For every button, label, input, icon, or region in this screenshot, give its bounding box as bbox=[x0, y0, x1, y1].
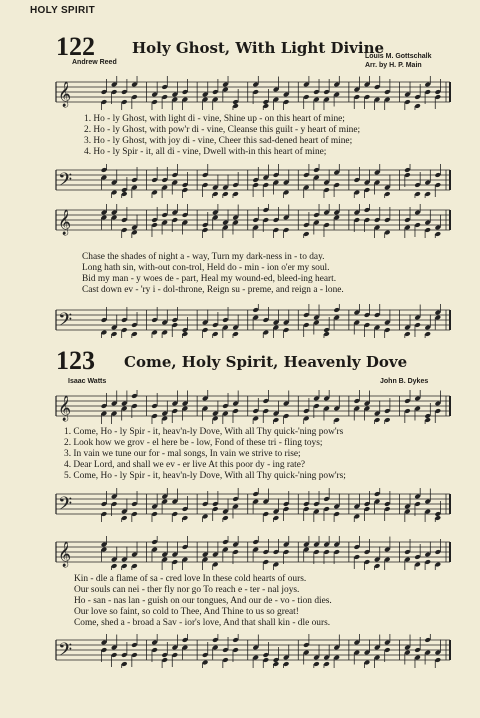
verse-line: Ho - san - nas lan - guish on our tongues, And our de - vo - tion dies. bbox=[74, 596, 332, 606]
treble-staff bbox=[0, 536, 480, 567]
verse-line: Kin - dle a flame of sa - cred love In these cold hearts of ours. bbox=[74, 574, 307, 584]
verse-line: 3. In vain we tune our for - mal songs, In vain we strive to rise; bbox=[64, 449, 301, 459]
svg-text:𝄢: 𝄢 bbox=[58, 170, 73, 195]
svg-text:𝄞: 𝄞 bbox=[58, 542, 72, 567]
svg-text:𝄢: 𝄢 bbox=[58, 310, 73, 335]
verse-line: Our souls can nei - ther fly nor go To reach e - ter - nal joys. bbox=[74, 585, 300, 595]
verse-line: 1. Ho - ly Ghost, with light di - vine, Shine up - on this heart of mine; bbox=[84, 114, 345, 124]
notes bbox=[101, 390, 441, 424]
author-122: Andrew Reed bbox=[72, 59, 117, 66]
verse-line: Chase the shades of night a - way, Turn my dark-ness in - to day. bbox=[82, 252, 325, 262]
hymn-title-122: Holy Ghost, With Light Divine bbox=[132, 39, 385, 57]
notes bbox=[101, 304, 441, 338]
bass-staff bbox=[0, 304, 480, 335]
hymn-number-122: 122 bbox=[56, 32, 95, 61]
composer-123: John B. Dykes bbox=[380, 378, 429, 385]
verse-line: 2. Ho - ly Ghost, with pow'r di - vine, Cleanse this guilt - y heart of mine; bbox=[84, 125, 361, 135]
bass-staff bbox=[0, 488, 480, 519]
verse-line: 5. Come, Ho - ly Spir - it, heav'n-ly Dove, With all Thy quick-'ning pow'rs; bbox=[64, 471, 346, 481]
verse-line: Cast down ev - 'ry i - dol-throne, Reign su - preme, and reign a - lone. bbox=[82, 285, 344, 295]
section-heading: HOLY SPIRIT bbox=[30, 5, 95, 16]
staff-lines bbox=[56, 640, 450, 660]
svg-text:𝄞: 𝄞 bbox=[58, 396, 72, 421]
svg-text:𝄞: 𝄞 bbox=[58, 210, 72, 235]
svg-text:𝄢: 𝄢 bbox=[58, 494, 73, 519]
notes bbox=[101, 536, 441, 570]
treble-staff bbox=[0, 204, 480, 235]
verse-line: 1. Come, Ho - ly Spir - it, heav'n-ly Dove, With all Thy quick-'ning pow'rs bbox=[64, 427, 344, 437]
svg-text:𝄢: 𝄢 bbox=[58, 640, 73, 665]
arranger-122: Arr. by H. P. Main bbox=[365, 62, 422, 69]
composer-122: Louis M. Gottschalk bbox=[365, 53, 432, 60]
hymn-number-123: 123 bbox=[56, 346, 95, 375]
treble-staff bbox=[0, 390, 480, 421]
bass-staff bbox=[0, 164, 480, 195]
author-123: Isaac Watts bbox=[68, 378, 107, 385]
verse-line: Come, shed a - broad a Sav - ior's love, And that shall kin - dle ours. bbox=[74, 618, 331, 628]
verse-line: 4. Ho - ly Spir - it, all di - vine, Dwell with-in this heart of mine; bbox=[84, 147, 327, 157]
svg-text:𝄞: 𝄞 bbox=[58, 82, 72, 107]
verse-line: 2. Look how we grov - el here be - low, Fond of these tri - fling toys; bbox=[64, 438, 323, 448]
notes bbox=[101, 488, 441, 522]
verse-line: Long hath sin, with-out con-trol, Held do - min - ion o'er my soul. bbox=[82, 263, 330, 273]
notes bbox=[101, 76, 441, 110]
verse-line: 4. Dear Lord, and shall we ev - er live At this poor dy - ing rate? bbox=[64, 460, 306, 470]
verse-line: Our love so faint, so cold to Thee, And Thine to us so great! bbox=[74, 607, 299, 617]
hymn-title-123: Come, Holy Spirit, Heavenly Dove bbox=[124, 353, 408, 371]
verse-line: Bid my man - y woes de - part, Heal my wound-ed, bleed-ing heart. bbox=[82, 274, 337, 284]
notes bbox=[101, 204, 441, 238]
treble-staff bbox=[0, 76, 480, 107]
notes bbox=[101, 164, 441, 198]
notes bbox=[101, 634, 441, 668]
bass-staff bbox=[0, 634, 480, 665]
verse-line: 3. Ho - ly Ghost, with joy di - vine, Cheer this sad-dened heart of mine; bbox=[84, 136, 353, 146]
